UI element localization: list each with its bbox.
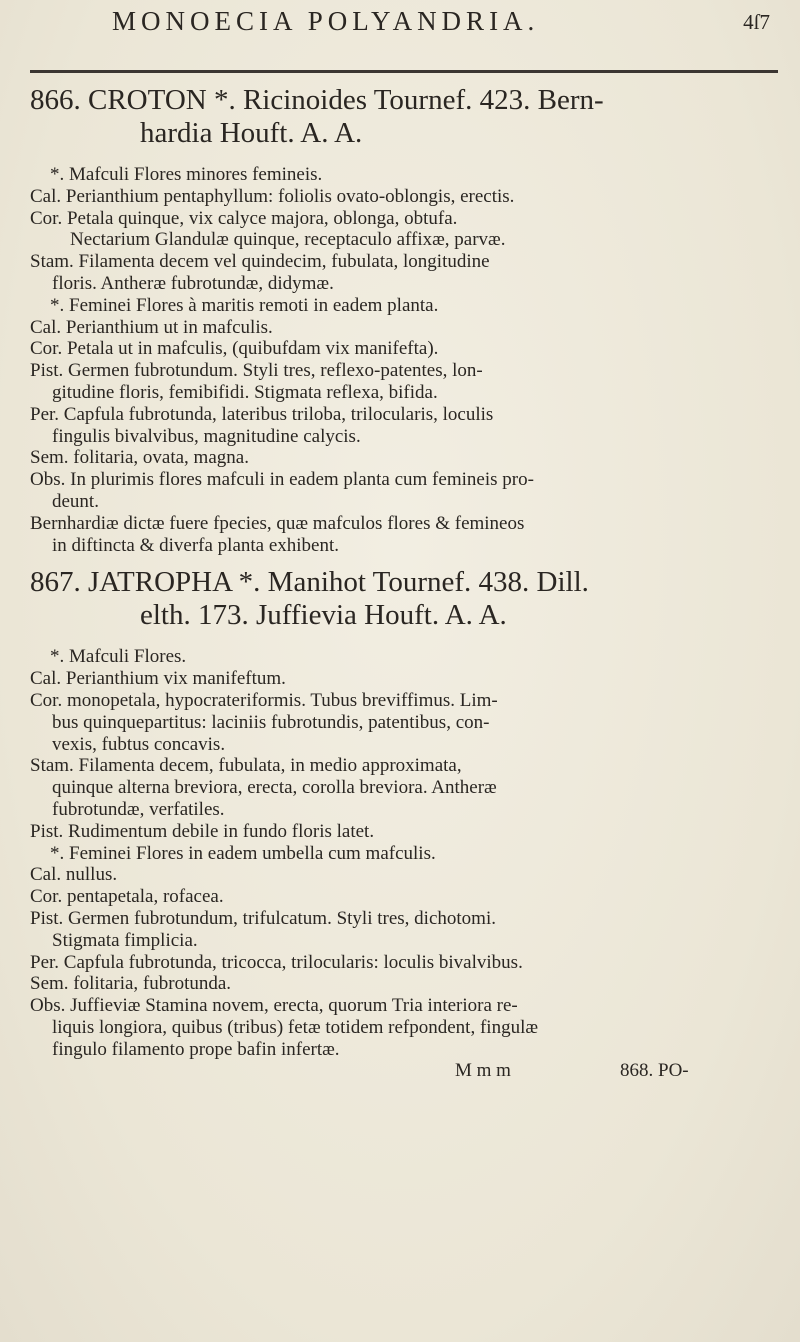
text-line: Pist. Germen fubrotundum, trifulcatum. Styli tres, dichotomi. xyxy=(30,907,496,929)
text-line: Per. Capfula fubrotunda, tricocca, trilocularis: loculis bivalvibus. xyxy=(30,951,523,973)
text-line: Cor. pentapetala, rofacea. xyxy=(30,886,224,908)
text-line: fingulis bivalvibus, magnitudine calycis. xyxy=(52,425,361,447)
text-line: Pist. Rudimentum debile in fundo floris latet. xyxy=(30,820,375,842)
text-line: *. Mafculi Flores. xyxy=(50,646,187,668)
text-line: Per. Capfula fubrotunda, lateribus triloba, trilocularis, loculis xyxy=(30,403,494,425)
text-line: Cor. monopetala, hypocrateriformis. Tubus breviffimus. Lim‐ xyxy=(30,689,498,711)
text-line: vexis, fubtus concavis. xyxy=(52,733,226,755)
signature-mark: M m m xyxy=(455,1060,511,1082)
text-line: Obs. In plurimis flores mafculi in eadem planta cum femineis pro‐ xyxy=(30,469,534,491)
text-line: floris. Antheræ fubrotundæ, didymæ. xyxy=(52,272,334,294)
text-line: Cor. Petala ut in mafculis, (quibufdam vix manifefta). xyxy=(30,338,439,360)
entry-867-heading-line2: elth. 173. Juffievia Houft. A. A. xyxy=(140,599,507,632)
text-line: Stam. Filamenta decem, fubulata, in medio approximata, xyxy=(30,755,462,777)
entry-867-heading-line1: 867. JATROPHA *. Manihot Tournef. 438. Dill. xyxy=(30,566,589,599)
entry-866-heading xyxy=(30,84,785,150)
text-line: Bernhardiæ dictæ fuere fpecies, quæ mafculos flores & femineos xyxy=(30,512,525,534)
entry-866-heading-line2: hardia Houft. A. A. xyxy=(140,117,363,149)
text-line: gitudine floris, femibifidi. Stigmata reflexa, bifida. xyxy=(52,381,438,403)
text-line: quinque alterna breviora, erecta, corolla breviora. Antheræ xyxy=(52,777,497,799)
running-head xyxy=(0,0,800,40)
text-line: bus quinquepartitus: laciniis fubrotundis, patentibus, con‐ xyxy=(52,711,490,733)
text-line: *. Feminei Flores à maritis remoti in eadem planta. xyxy=(50,294,439,316)
text-line: Cal. Perianthium ut in mafculis. xyxy=(30,316,273,338)
entry-867-heading xyxy=(30,566,785,632)
text-line: Pist. Germen fubrotundum. Styli tres, reflexo-patentes, lon‐ xyxy=(30,360,483,382)
text-line: *. Mafculi Flores minores femineis. xyxy=(50,164,323,185)
text-line: Sem. folitaria, fubrotunda. xyxy=(30,973,232,995)
text-line: Sem. folitaria, ovata, magna. xyxy=(30,447,249,469)
text-line: fubrotundæ, verfatiles. xyxy=(52,798,225,820)
text-line: Stam. Filamenta decem vel quindecim, fubulata, longitudine xyxy=(30,251,490,273)
catchword: 868. PO‐ xyxy=(620,1060,689,1082)
text-line: Cal. Perianthium vix manifeftum. xyxy=(30,668,286,690)
text-line: in diftincta & diverfa planta exhibent. xyxy=(52,534,340,556)
page-body xyxy=(30,84,785,1082)
text-line: Nectarium Glandulæ quinque, receptaculo affixæ, parvæ. xyxy=(70,229,506,251)
text-line: liquis longiora, quibus (tribus) fetæ totidem refpondent, fingulæ xyxy=(52,1016,539,1038)
text-line: fingulo filamento prope bafin infertæ. xyxy=(52,1038,340,1060)
text-line: Stigmata fimplicia. xyxy=(52,929,198,951)
text-line: *. Feminei Flores in eadem umbella cum mafculis. xyxy=(50,842,436,864)
text-line: Cal. nullus. xyxy=(30,864,118,886)
running-title: MONOECIA POLYANDRIA. xyxy=(112,6,540,36)
page-footer xyxy=(30,1060,785,1082)
text-line: deunt. xyxy=(52,490,99,512)
text-line: Cor. Petala quinque, vix calyce majora, oblonga, obtufa. xyxy=(30,207,458,229)
header-rule xyxy=(30,70,778,73)
entry-866-heading-line1: 866. CROTON *. Ricinoides Tournef. 423. Bern‐ xyxy=(30,84,604,116)
page-number: 4ſ7 xyxy=(743,10,770,34)
text-line: Cal. Perianthium pentaphyllum: foliolis ovato-oblongis, erectis. xyxy=(30,185,515,207)
text-line: Obs. Juffieviæ Stamina novem, erecta, quorum Tria interiora re‐ xyxy=(30,995,518,1017)
